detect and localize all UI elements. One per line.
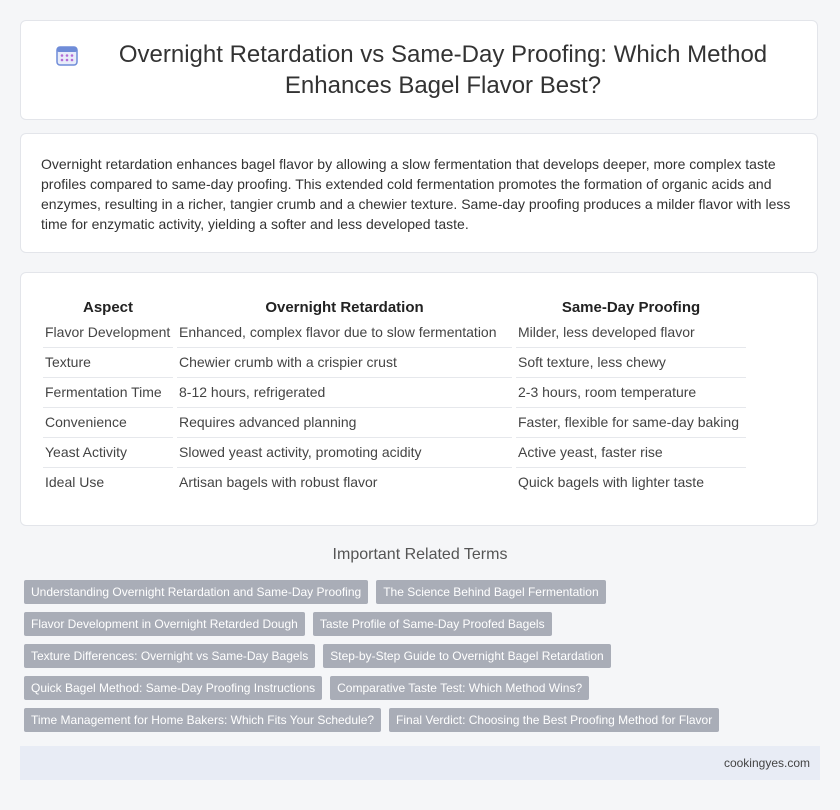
related-tag[interactable]: Time Management for Home Bakers: Which Fits Your Schedule? <box>24 708 381 732</box>
same-day-cell: 2-3 hours, room temperature <box>516 378 746 408</box>
title-card <box>20 20 818 120</box>
same-day-cell: Soft texture, less chewy <box>516 348 746 378</box>
summary-text: Overnight retardation enhances bagel flavor by allowing a slow fermentation that develops deeper, more complex taste profiles compared to same-day proofing. This extended cold fermentation promotes the formation of organic acids and enzymes, resulting in a richer, tangier crumb and a chewier texture. Same-day proofing produces a milder flavor with less time for enzymatic activity, yielding a softer and less developed taste. <box>41 156 791 232</box>
aspect-cell: Yeast Activity <box>43 438 173 468</box>
related-tag[interactable]: Step-by-Step Guide to Overnight Bagel Retardation <box>323 644 611 668</box>
comparison-card <box>20 272 818 526</box>
overnight-cell: Chewier crumb with a crispier crust <box>177 348 512 378</box>
overnight-cell: Artisan bagels with robust flavor <box>179 474 378 490</box>
header-same-day: Same-Day Proofing <box>561 299 701 316</box>
table-row <box>43 348 746 378</box>
aspect-cell: Fermentation Time <box>43 378 173 408</box>
related-tag[interactable]: Comparative Taste Test: Which Method Wins? <box>330 676 589 700</box>
related-tag[interactable]: Final Verdict: Choosing the Best Proofing Method for Flavor <box>389 708 719 732</box>
related-tag[interactable]: Flavor Development in Overnight Retarded Dough <box>24 612 305 636</box>
table-row <box>43 468 746 497</box>
related-terms-title: Important Related Terms <box>332 546 508 563</box>
footer-site[interactable]: cookingyes.com <box>723 756 810 770</box>
related-tag[interactable]: Quick Bagel Method: Same-Day Proofing Instructions <box>24 676 322 700</box>
table-header-row <box>43 295 746 318</box>
aspect-cell: Texture <box>43 348 173 378</box>
related-tag[interactable]: Taste Profile of Same-Day Proofed Bagels <box>313 612 552 636</box>
summary-card <box>20 133 818 253</box>
page-title: Overnight Retardation vs Same-Day Proofing: Which Method Enhances Bagel Flavor Best? <box>118 41 768 99</box>
aspect-cell: Convenience <box>43 408 173 438</box>
overnight-cell: 8-12 hours, refrigerated <box>177 378 512 408</box>
same-day-cell: Active yeast, faster rise <box>516 438 746 468</box>
overnight-cell: Enhanced, complex flavor due to slow fermentation <box>177 318 512 348</box>
aspect-cell: Flavor Development <box>43 318 173 348</box>
header-overnight: Overnight Retardation <box>265 299 424 316</box>
footer <box>20 746 820 780</box>
header-aspect: Aspect <box>82 299 134 316</box>
same-day-cell: Quick bagels with lighter taste <box>518 474 704 490</box>
related-tags <box>24 580 784 740</box>
overnight-cell: Slowed yeast activity, promoting acidity <box>177 438 512 468</box>
table-row <box>43 318 746 348</box>
overnight-cell: Requires advanced planning <box>177 408 512 438</box>
same-day-cell: Faster, flexible for same-day baking <box>516 408 746 438</box>
table-row <box>43 408 746 438</box>
aspect-cell: Ideal Use <box>45 474 105 490</box>
related-tag[interactable]: Texture Differences: Overnight vs Same-Day Bagels <box>24 644 315 668</box>
comparison-table <box>39 295 750 497</box>
related-tag[interactable]: Understanding Overnight Retardation and Same-Day Proofing <box>24 580 368 604</box>
same-day-cell: Milder, less developed flavor <box>516 318 746 348</box>
table-row <box>43 378 746 408</box>
table-row <box>43 438 746 468</box>
related-tag[interactable]: The Science Behind Bagel Fermentation <box>376 580 605 604</box>
calendar-icon <box>55 43 79 67</box>
